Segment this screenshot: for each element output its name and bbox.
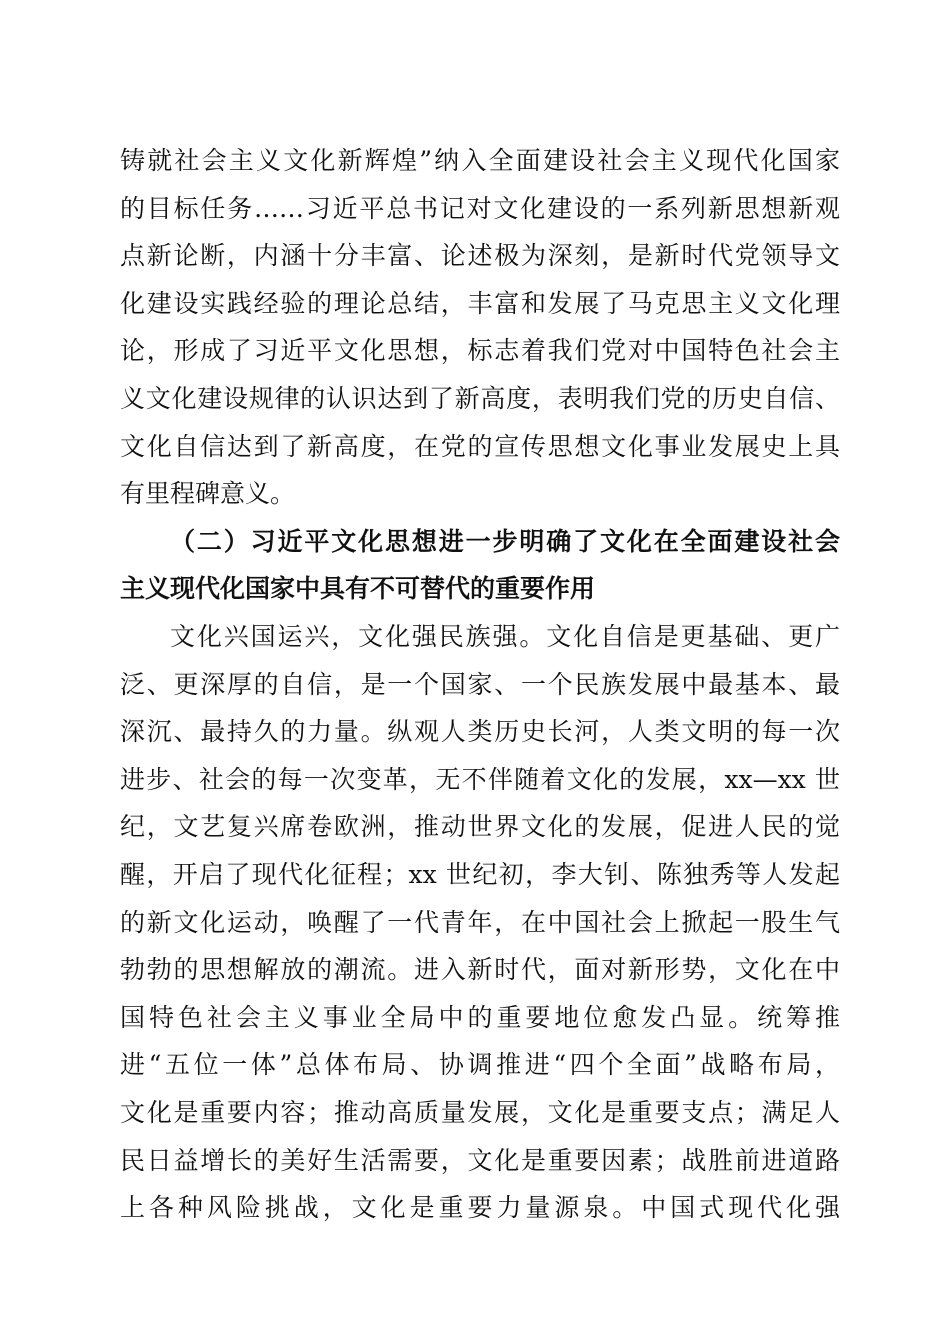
heading-line: 主义现代化国家中具有不可替代的重要作用 — [120, 574, 596, 603]
text-line: 点新论断，内涵十分丰富、论述极为深刻，是新时代党领导文 — [120, 241, 840, 270]
text-line: 纪，文艺复兴席卷欧洲，推动世界文化的发展，促进人民的觉 — [120, 812, 840, 841]
text-line: 文化自信达到了新高度，在党的宣传思想文化事业发展史上具 — [120, 432, 840, 461]
text-line: 有里程碑意义。 — [120, 479, 296, 508]
text-line: 化建设实践经验的理论总结，丰富和发展了马克思主义文化理 — [120, 289, 840, 318]
text-line: 义文化建设规律的认识达到了新高度，表明我们党的历史自信、 — [120, 384, 840, 413]
text-line: 论，形成了习近平文化思想，标志着我们党对中国特色社会主 — [120, 336, 840, 365]
text-line: 国特色社会主义事业全局中的重要地位愈发凸显。统筹推 — [120, 1003, 840, 1032]
text-line: 进“五位一体”总体布局、协调推进“四个全面”战略布局， — [120, 1050, 840, 1079]
heading-line: （二）习近平文化思想进一步明确了文化在全面建设社会 — [170, 527, 840, 556]
text-line: 铸就社会主义文化新辉煌”纳入全面建设社会主义现代化国家 — [120, 146, 840, 175]
text-line: 泛、更深厚的自信，是一个国家、一个民族发展中最基本、最 — [120, 670, 840, 699]
text-line: 上各种风险挑战，文化是重要力量源泉。中国式现代化强 — [120, 1193, 840, 1222]
text-line: 文化兴国运兴，文化强民族强。文化自信是更基础、更广 — [170, 622, 840, 651]
text-line: 文化是重要内容；推动高质量发展，文化是重要支点；满足人 — [120, 1098, 840, 1127]
text-line: 勃勃的思想解放的潮流。进入新时代，面对新形势，文化在中 — [120, 955, 840, 984]
text-line: 的目标任务……习近平总书记对文化建设的一系列新思想新观 — [120, 194, 840, 223]
text-line: 深沉、最持久的力量。纵观人类历史长河，人类文明的每一次 — [120, 717, 840, 746]
text-line: 民日益增长的美好生活需要，文化是重要因素；战胜前进道路 — [120, 1146, 840, 1175]
text-line: 的新文化运动，唤醒了一代青年，在中国社会上掀起一股生气 — [120, 908, 840, 937]
text-line: 醒，开启了现代化征程；xx 世纪初，李大钊、陈独秀等人发起 — [120, 860, 840, 889]
text-line: 进步、社会的每一次变革，无不伴随着文化的发展，xx—xx 世 — [120, 765, 840, 794]
